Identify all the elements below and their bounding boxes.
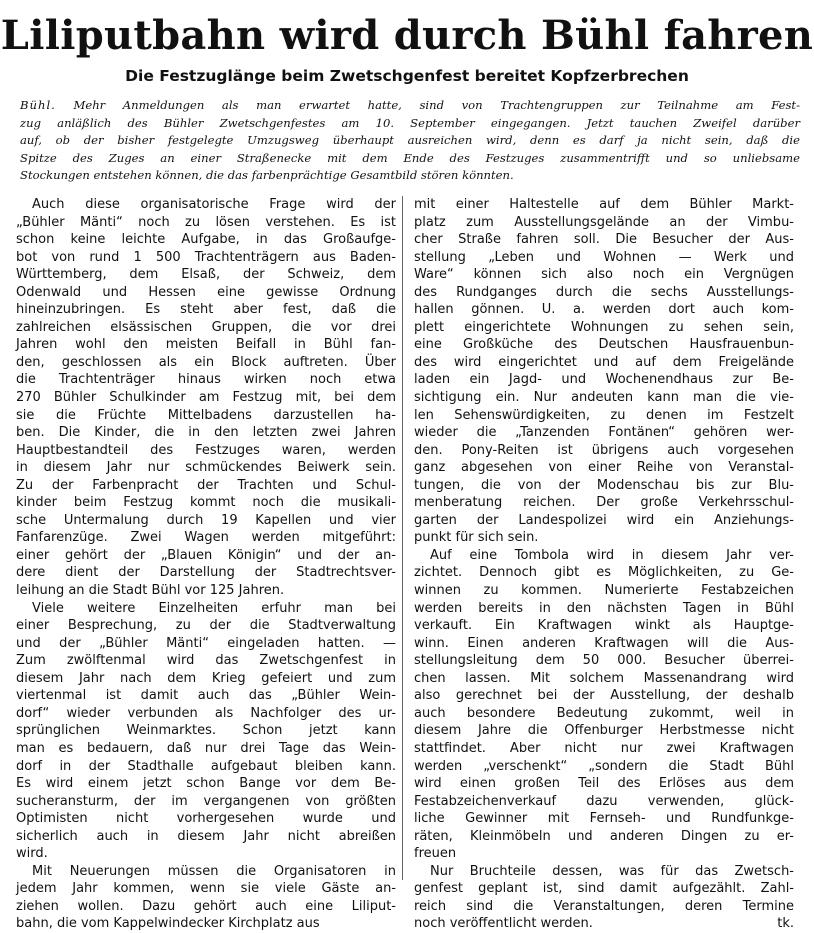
column-line: winnen zu kommen. Numerierte Festabzeichen — [414, 583, 794, 599]
column-line: stellung „Leben und Wohnen — Werk und — [414, 249, 794, 265]
column-line: man es bedauern, daß nur drei Tage das Wein- — [16, 740, 396, 756]
column-line: auch besondere Bedeutung zukommt, weil in — [414, 705, 794, 721]
column-line: Zu der Farbenpracht der Trachten und Schul- — [16, 477, 396, 493]
column-line: kinder beim Festzug kommt noch die musikali- — [16, 495, 396, 511]
column-line: dorf in der Stadthalle aufgebaut bleiben kann. — [16, 758, 396, 774]
column-line: stattfindet. Aber nicht nur zwei Kraftwagen — [414, 740, 794, 756]
column-line: ziehen wollen. Dazu gehört auch eine Liliput- — [16, 898, 396, 914]
column-line: Festabzeichenverkauf dazu verwenden, glück- — [414, 793, 794, 809]
column-line: wieder die „Tanzenden Fontänen“ gehören wer- — [414, 425, 794, 441]
dateline-place: Bühl. — [20, 98, 56, 112]
column-line: Hauptbestandteil des Festzuges waren, werden — [16, 442, 396, 458]
column-line: des wird eingerichtet und auf dem Freigelände — [414, 354, 794, 370]
column-line: des Rundganges durch die sechs Ausstellungs- — [414, 284, 794, 300]
column-line: Odenwald und Hessen eine gewisse Ordnung — [16, 284, 396, 300]
column-line: menberatung reichen. Der große Verkehrsschul- — [414, 495, 794, 511]
column-line: den. Pony-Reiten ist übrigens auch vorgesehen — [414, 442, 794, 458]
lead-line-text: Mehr Anmeldungen als man erwartet hatte, sind von Trachtengruppen zur Teilnahme am Fest- — [55, 98, 800, 112]
column-line: bahn, die vom Kappelwindecker Kirchplatz aus — [16, 916, 320, 932]
column-line: freuen — [414, 846, 457, 862]
column-line: len Sehenswürdigkeiten, zu denen im Festzelt — [414, 407, 794, 423]
column-line: werden bereits in den nächsten Tagen in Bühl — [414, 600, 794, 616]
column-line: und der „Bühler Mänti“ eingeladen hatten. — — [16, 635, 396, 651]
column-line: schon keine leichte Aufgabe, in das Großaufge- — [16, 232, 396, 248]
column-line: diesem Jahre die Offenburger Herbstmesse nicht — [414, 723, 794, 739]
column-line: Viele weitere Einzelheiten erfuhr man bei — [32, 600, 396, 616]
column-line: dorf“ wieder verbunden als Nachfolger des ur- — [16, 705, 396, 721]
column-line: garten der Landespolizei wird ein Anziehungs- — [414, 512, 794, 528]
column-line: sche Untermalung durch 19 Kapellen und vier — [16, 512, 396, 528]
column-line: wird einen großen Teil des Erlöses aus dem — [414, 776, 794, 792]
column-line: jedem Jahr kommen, wenn sie viele Gäste an- — [16, 881, 396, 897]
column-line: den, geschlossen als ein Block auftreten. Über — [16, 354, 396, 370]
author-signature: tk. — [777, 916, 794, 932]
column-line: Ware“ können sich also noch ein Vergnügen — [414, 267, 794, 283]
column-line: also gerechnet bei der Ausstellung, der deshalb — [414, 688, 794, 704]
headline: Liliputbahn wird durch Bühl fahren — [0, 12, 814, 59]
column-line: wird. — [16, 846, 48, 862]
column-line: ganz abgesehen von einer Reihe von Veranstal- — [414, 460, 794, 476]
column-line: mit einer Haltestelle auf dem Bühler Markt- — [414, 197, 794, 212]
column-line: Auf eine Tombola wird in diesem Jahr ver- — [430, 547, 794, 563]
column-line: chen lassen. Mit solchem Massenandrang wird — [414, 670, 794, 686]
column-line: Auch diese organisatorische Frage wird der — [32, 197, 396, 212]
lead-paragraph — [20, 97, 800, 185]
lead-line: Spitze des Zuges an einer Straßenecke mit dem Ende des Festzuges zusammentrifft und so unliebsame — [20, 150, 800, 165]
column-line: sicherlich auch in diesem Jahr nicht abreißen — [16, 828, 396, 844]
column-line: räten, Kleinmöbeln und anderen Dingen zu er- — [414, 828, 794, 844]
column-line: zichtet. Dennoch gibt es Möglichkeiten, zu Ge- — [414, 565, 794, 581]
column-line: einer gehört der „Blauen Königin“ und der an- — [16, 547, 396, 563]
column-line: laden ein Jagd- und Wochenendhaus zur Be- — [414, 372, 794, 388]
lead-line — [20, 97, 800, 115]
column-line: stellungsleitung dem 50 000. Besucher überrei- — [414, 653, 794, 669]
column-line-text: noch veröffentlicht werden. — [414, 916, 593, 932]
column-line: ben. Die Kinder, die in den letzten zwei Jahren — [16, 425, 396, 441]
lead-line: Stockungen entstehen können, die das farbenprächtige Gesamtbild stören könnten. — [20, 168, 514, 183]
column-line: eine Großküche des Deutschen Hausfrauenbun- — [414, 337, 794, 353]
column-line: Optimisten nicht vorhergesehen wurde und — [16, 811, 396, 827]
column-line: liche Gewinner mit Fernseh- und Rundfunkge- — [414, 811, 794, 827]
column-line: diesem Jahr nach dem Krieg gefeiert und zum — [16, 670, 396, 686]
column-line: sprünglichen Weinmarktes. Schon jetzt kann — [16, 723, 396, 739]
left-column — [16, 196, 396, 933]
column-line: Nur Bruchteile dessen, was für das Zwetsch- — [430, 863, 794, 879]
column-line: Es wird einem jetzt schon Bange vor dem Be- — [16, 776, 396, 792]
column-line: cher Straße fahren soll. Die Besucher der Aus- — [414, 232, 794, 248]
column-line: tungen, die von der Modenschau bis zur Blu- — [414, 477, 794, 493]
column-line: plett eingerichtete Wohnungen zu sehen sein, — [414, 319, 794, 335]
column-line: reich sind die Veranstaltungen, deren Termine — [414, 898, 794, 914]
column-line: sucheransturm, der im vergangenen von größten — [16, 793, 396, 809]
right-column — [414, 196, 794, 933]
column-line: Zum zwölftenmal wird das Zwetschgenfest in — [16, 653, 396, 669]
column-line: viertenmal ist damit auch das „Bühler Wein- — [16, 688, 396, 704]
column-line: leihung an die Stadt Bühl vor 125 Jahren. — [16, 583, 285, 599]
column-line: Mit Neuerungen müssen die Organisatoren in — [32, 863, 396, 879]
column-divider — [402, 196, 403, 880]
column-line: sie die Früchte Mittelbadens darzustellen ha- — [16, 407, 396, 423]
column-line: Fanfarenzüge. Zwei Wagen werden mitgeführt: — [16, 530, 396, 546]
column-line: verkauft. Ein Kraftwagen winkt als Hauptge- — [414, 618, 794, 634]
lead-line: auf, ob der bisher festgelegte Umzugsweg überhaupt ausreichen wird, denn es darf ja nicht sein, daß die — [20, 133, 800, 148]
column-line: sichtigung ein. Nur andeuten kann man die vie- — [414, 390, 794, 406]
column-line: Württemberg, dem Elsaß, der Schweiz, dem — [16, 267, 396, 283]
lead-line: zug anläßlich des Bühler Zwetschgenfestes am 10. September eingegangen. Jetzt tauchen Zweifel darüber — [20, 115, 800, 130]
column-line: hallen gönnen. U. a. werden dort auch kom- — [414, 302, 794, 318]
column-line: hineinzubringen. Es steht aber fest, daß die — [16, 302, 396, 318]
column-line: 270 Bühler Schulkinder am Festzug mit, bei dem — [16, 390, 396, 406]
column-line: in diesem Jahr nur schmückendes Beiwerk sein. — [16, 460, 396, 476]
column-line: einer Besprechung, zu der die Stadtverwaltung — [16, 618, 396, 634]
column-line: zahlreichen elsässischen Gruppen, die vor drei — [16, 319, 396, 335]
column-line: dere dient der Darstellung der Stadtrechtsver- — [16, 565, 396, 581]
column-line: punkt für sich sein. — [414, 530, 539, 546]
subheadline: Die Festzuglänge beim Zwetschgenfest bereitet Kopfzerbrechen — [125, 67, 689, 85]
column-line: Jahren wohl den meisten Beifall in Bühl fan- — [16, 337, 396, 353]
column-line: „Bühler Mänti“ noch zu lösen verstehen. Es ist — [16, 214, 396, 230]
column-line: die Trachtenträger hinaus wirken noch etwa — [16, 372, 396, 388]
column-line: winn. Einen anderen Kraftwagen will die Aus- — [414, 635, 794, 651]
column-line: platz zum Ausstellungsgelände an der Vimbu- — [414, 214, 794, 230]
column-line: werden „verschenkt“ „sondern die Stadt Bühl — [414, 758, 794, 774]
column-line: genfest geplant ist, sind damit aufgezählt. Zahl- — [414, 881, 794, 897]
column-line: bot von rund 1 500 Trachtenträgern aus Baden- — [16, 249, 396, 265]
